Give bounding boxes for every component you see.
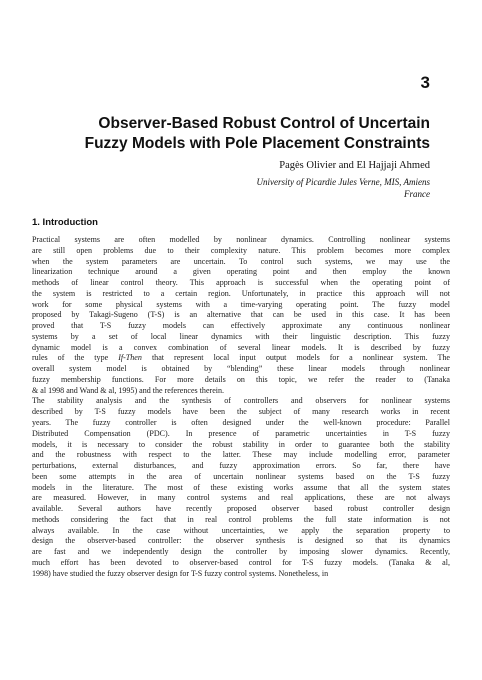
- text-line: methods considering the fact that in real control problems the full state information is not: [32, 514, 450, 524]
- text-line: are still open problems due to their complexity nature. This problem becomes more complex: [32, 245, 450, 255]
- text-line: systems by a set of local linear dynamics with their linguistic description. This fuzzy: [32, 331, 450, 341]
- chapter-title: [50, 114, 430, 154]
- text-line: fuzzy membership functions. For more details on this topic, we refer the reader to (Tanaka: [32, 374, 450, 384]
- text-line: 1998) have studied the fuzzy observer design for T-S fuzzy control systems. Nonetheless, in: [32, 568, 329, 578]
- text-line: work for some physical systems with a time-varying operating point. The fuzzy model: [32, 299, 450, 309]
- chapter-number: 3: [420, 73, 430, 92]
- text-line: models, it is necessary to consider the robust stability in order to guarantee both the stability: [32, 439, 450, 449]
- chapter-title-line-2: Fuzzy Models with Pole Placement Constraints: [84, 135, 430, 152]
- affiliation-line-2: France: [404, 189, 430, 199]
- text-line: The stability analysis and the synthesis of controllers and observers for nonlinear systems: [32, 396, 450, 406]
- affiliation: [130, 176, 430, 200]
- text-line: Practical systems are often modelled by nonlinear dynamics. Controlling nonlinear systems: [32, 235, 450, 244]
- text-line: proposed by Takagi-Sugeno (T-S) is an alternative that can be used in this case. It has been: [32, 310, 450, 320]
- text-line: proved that T-S fuzzy models can effectively approximate any continuous nonlinear: [32, 321, 450, 331]
- text-line: always available. In the case without uncertainties, we apply the separation property to: [32, 525, 450, 535]
- text-line: models in the literature. The most of these existing works assume that all the system states: [32, 482, 450, 492]
- text-line: described by T-S fuzzy models have been the subject of many research works in recent: [32, 407, 450, 417]
- text-line: dynamic model is a convex combination of several linear models. It is described by fuzzy: [32, 342, 450, 352]
- text-line: & al 1998 and Wand & al, 1995) and the references therein.: [32, 385, 225, 395]
- text-line: much effort has been devoted to observer-based control for T-S fuzzy models. (Tanaka & al,: [32, 557, 450, 567]
- text-line: rules of the type If-Then that represent local input output models for a nonlinear system. The: [32, 353, 450, 363]
- authors: Pagès Olivier and El Hajjaji Ahmed: [279, 160, 430, 171]
- chapter-title-line-1: Observer-Based Robust Control of Uncertain: [98, 115, 430, 132]
- text-line: overall system model is obtained by “blending” these linear models through nonlinear: [32, 364, 450, 374]
- text-line: design the observer-based controller: the observer synthesis is designed so that its dynamics: [32, 536, 450, 546]
- text-line: are measured. However, in many control systems and real applications, these are not always: [32, 493, 450, 503]
- paragraph: [32, 235, 450, 396]
- text-line: methods of linear control theory. This approach is successful when the operating point of: [32, 278, 450, 288]
- text-line: the system is restricted to a certain region. Unfortunately, in practice this approach will not: [32, 288, 450, 298]
- text-line: been some attempts in the area of uncertain nonlinear systems based on the T-S fuzzy: [32, 471, 450, 481]
- section-heading: 1. Introduction: [32, 217, 98, 228]
- text-line: years. The fuzzy controller is often designed under the well-known procedure: Parallel: [32, 418, 450, 428]
- text-line: and the robustness with respect to the latter. These may include modelling error, parameter: [32, 450, 450, 460]
- text-line: available. Several authors have recently proposed observer based robust controller design: [32, 504, 450, 514]
- text-line: when the system parameters are uncertain. To control such systems, we may use the: [32, 256, 450, 266]
- text-line: Distributed Compensation (PDC). In presence of parametric uncertainties in T-S fuzzy: [32, 428, 450, 438]
- text-line: are fast and we independently design the controller by imposing slower dynamics. Recently,: [32, 547, 450, 557]
- paragraph: [32, 396, 450, 579]
- body-text: [32, 235, 450, 580]
- affiliation-line-1: University of Picardie Jules Verne, MIS, Amiens: [256, 177, 430, 187]
- text-line: perturbations, external disturbances, and fuzzy approximation errors. So far, there have: [32, 461, 450, 471]
- text-line: linearization technique around a given operating point and then employ the known: [32, 267, 450, 277]
